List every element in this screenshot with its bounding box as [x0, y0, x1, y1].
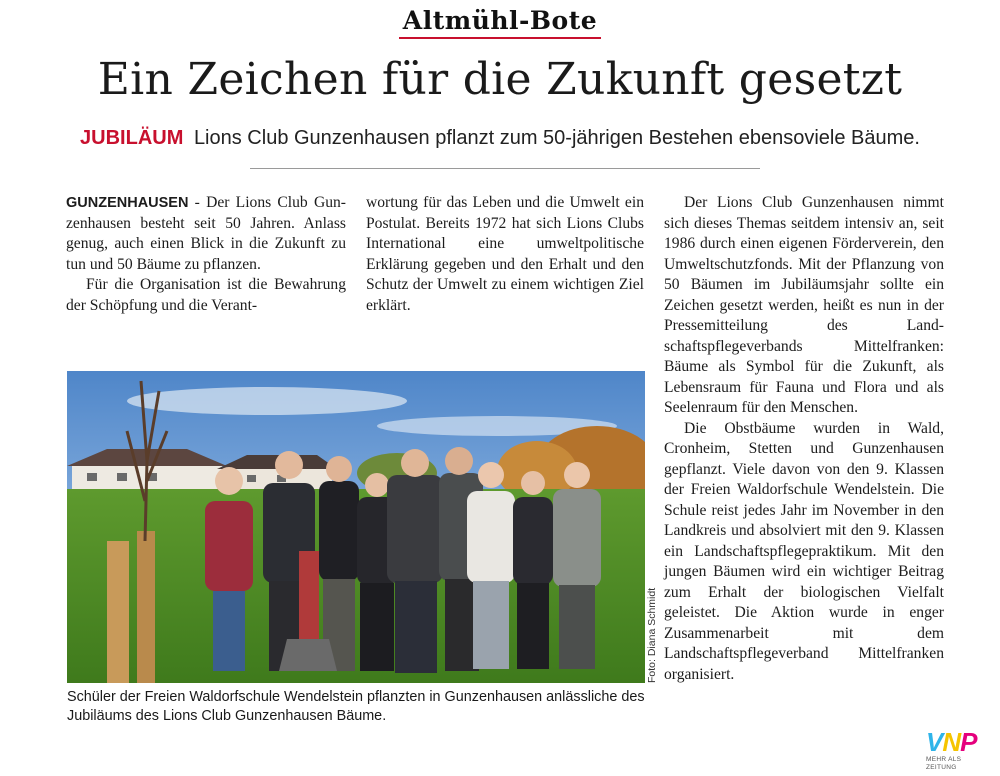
headline: Ein Zeichen für die Zukunft gesetzt [97, 54, 903, 105]
paragraph: Für die Organisation ist die Bewahrung der Schöpfung und die Verant- [66, 276, 346, 314]
paragraph: wortung für das Leben und die Umwelt ein Postulat. Bereits 1972 hat sich Lions Clubs International eine umweltpolitische Erklärung gegeben und den Erhalt und den Schutz der Umwelt zu einem wichtigen Ziel erklärt. [366, 194, 644, 314]
dateline: GUNZENHAUSEN [66, 195, 189, 211]
article-column-3 [664, 193, 944, 685]
logo-letter-v: V [926, 727, 943, 757]
article-column-1 [66, 193, 346, 316]
article-photo [67, 371, 645, 683]
logo-letter-n: N [942, 727, 961, 757]
logo-letter-p: P [960, 727, 977, 757]
subhead-kicker: JUBILÄUM [80, 127, 184, 149]
subhead-text: Lions Club Gunzenhausen pflanzt zum 50-jährigen Bestehen ebensoviele Bäume. [193, 127, 920, 149]
paragraph: Die Obstbäume wurden in Wald, Cronheim, Stetten und Gunzenhausen gepflanzt. Viele davon von den 9. Klassen der Freien Waldorfschule Wendelstein. Die Schule reist jedes Jahr im November in den Landkreis und absolviert mit den 9. Klassen ein Landschaftspflegepraktikum. Mit den jungen Bäumen wird ein wichtiger Beitrag zum Erhalt der biologischen Vielfalt geleistet. Die Aktion wurde in enger Zusammenarbeit mit dem Landschaftspflegeverband Mittelfranken organisiert. [664, 419, 944, 683]
subhead [0, 124, 1000, 152]
paragraph-text: - Der Lions Club Gunzenhausen besteht seit 50 Jahren. Anlass genug, auch einen Blick in die Zukunft zu tun und 50 Bäume zu pflanzen. [66, 194, 346, 273]
paragraph: Der Lions Club Gunzenhausen nimmt sich dieses Themas seitdem intensiv an, seit 1986 durch einen eigenen Förderverein, den Umweltschutzfonds. Mit der Pflanzung von 50 Bäumen im Jubiläumsjahr sollte ein Zeichen gesetzt werden, heißt es nun in der Pressemitteilung des Landschaftspflegeverbands Mittelfranken: Bäume als Symbol für die Zukunft, als Lebensraum für Fauna und Flora und als Seelenraum für den Menschen. [664, 194, 944, 416]
masthead-title: Altmühl-Bote [399, 6, 601, 39]
photo-caption: Schüler der Freien Waldorfschule Wendelstein pflanzten in Gunzenhausen anlässliche des Jubiläums des Lions Club Gunzenhausen Bäume. [67, 689, 645, 724]
photo-credit: Foto: Diana Schmidt [646, 587, 658, 683]
vnp-logo[interactable] [926, 728, 992, 774]
paragraph [66, 193, 346, 275]
photo-illustration [67, 371, 645, 683]
article-column-2 [366, 193, 644, 316]
headline-divider [250, 168, 760, 169]
masthead [0, 6, 1000, 39]
logo-tagline: MEHR ALS ZEITUNG [926, 756, 962, 771]
vnp-logo-mark [926, 728, 992, 756]
